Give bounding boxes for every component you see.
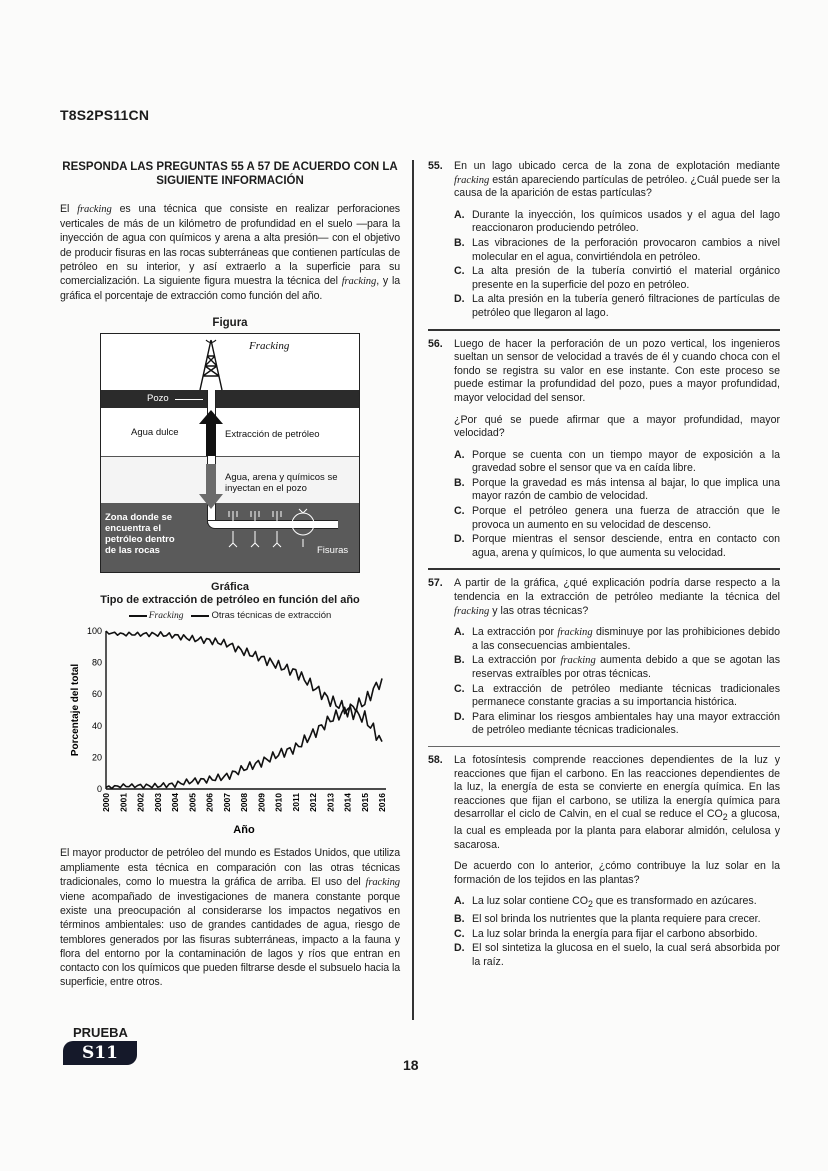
inyeccion-label: Agua, arena y químicos se inyectan en el pozo [225,472,338,495]
question-56: 56. Luego de hacer la perforación de un pozo vertical, los ingenieros sueltan un sensor de velocidad a través de él y cuando choca con el fondo se registra su valor en ese instante. Con este proceso se puede estimar la profundidad del pozo, pues a mayor profundidad, mayor velocidad del sensor. ¿Por qué se puede afirmar que a mayor profundidad, mayor velocidad? A. Porque se cuenta con un tiempo mayor de exposición a la gravedad sobre el sensor que va en caída libre. B. Porque la gravedad es más intensa al bajar, lo que implica una mayor razón de cambio de velocidad. C. Porque el petróleo genera una fuerza de atracción que le provoca un aumento en su velocidad de descenso. D. Porque mientras el sensor desciende, entra en contacto con agua, arena y químicos, lo que aumenta su velocidad. [428,337,780,559]
extraction-line-chart [60,623,400,838]
svg-text:2009: 2009 [256,793,267,813]
svg-text:2006: 2006 [204,793,215,813]
svg-text:2010: 2010 [273,793,284,813]
option-58-b[interactable]: B. El sol brinda los nutrientes que la planta requiere para crecer. [454,913,761,926]
svg-text:2008: 2008 [239,793,249,813]
svg-text:60: 60 [91,689,102,700]
separator [428,568,780,570]
svg-text:2007: 2007 [221,793,232,813]
option-56-c[interactable]: C. Porque el petróleo genera una fuerza de atracción que le provoca un aumento en su velocidad de descenso. [454,505,780,531]
legend-fracking: Fracking [148,611,184,622]
svg-text:2001: 2001 [118,793,129,813]
svg-text:40: 40 [91,721,102,732]
fracking-label: Fracking [249,340,290,353]
oil-derrick-icon [197,338,225,392]
figure-title: Figura [212,317,248,330]
graph-label: Gráfica [211,581,249,594]
svg-text:2016: 2016 [377,793,387,813]
right-column [428,160,780,971]
svg-text:Porcentaje del total: Porcentaje del total [70,664,81,757]
svg-text:2014: 2014 [342,793,353,813]
prueba-label: PRUEBA [73,1025,128,1040]
svg-text:2000: 2000 [101,793,111,813]
option-56-d[interactable]: D. Porque mientras el sensor desciende, entra en contacto con agua, arena y químicos, lo que aumenta su velocidad. [454,533,780,559]
svg-text:2013: 2013 [325,793,336,813]
section-heading: RESPONDA LAS PREGUNTAS 55 A 57 DE ACUERDO CON LA SIGUIENTE INFORMACIÓN [62,161,398,187]
extraccion-label: Extracción de petróleo [225,429,320,441]
question-58: 58. La fotosíntesis comprende reacciones dependientes de la luz y reacciones que fijan el carbono. En las reacciones dependientes de la luz, la energía de esta se convierte en energía química. En las reacciones que fijan el carbono, se utiliza la energía química para desarrollar el ciclo de Calvin, en el cual se reduce el $CO_2$ a glucosa, la cual es empleada por la planta para elaborar almidón, celulosa y sacarosa. De acuerdo con lo anterior, ¿cómo contribuye la luz solar en la formación de los tejidos en las plantas? A. La luz solar contiene $CO_2$ que es transformado en azúcares. B. El sol brinda los nutrientes que la planta requiere para crecer. C. La luz solar brinda la energía para fijar el carbono absorbido. D. El sol sintetiza la glucosa en el suelo, la cual será absorbida por la raíz. [428,753,780,968]
option-57-b[interactable]: B. La extracción por fracking aumenta debido a que se agotan las reservas extraíbles por otras técnicas. [454,654,780,680]
svg-text:0: 0 [96,784,102,795]
page-number: 18 [403,1057,419,1073]
svg-text:2012: 2012 [308,793,318,813]
graph-title: Tipo de extracción de petróleo en función del año [100,594,360,607]
graph-legend [60,610,400,621]
option-55-b[interactable]: B. Las vibraciones de la perforación provocaron cambios a nivel molecular en el agua, convirtiéndola en petróleo. [454,236,780,263]
fissures-icon [225,507,345,567]
question-57: 57. A partir de la gráfica, ¿qué explicación podría darse respecto a la tendencia en la extracción de petróleo mediante la técnica del fracking y las otras técnicas? A. La extracción por fracking disminuye por las prohibiciones debido a las consecuencias ambientales. B. La extracción por fracking aumenta debido a que se agotan las reservas extraíbles por otras técnicas. C. La extracción de petróleo mediante técnicas tradicionales permanece constante gracias a su importancia histórica. D. Para eliminar los riesgos ambientales hay una mayor extracción de petróleo mediante técnicas tradicionales. [428,577,780,737]
svg-text:20: 20 [91,752,102,763]
option-58-c[interactable]: C. La luz solar brinda la energía para fijar el carbono absorbido. [454,927,758,940]
option-55-c[interactable]: C. La alta presión de la tubería convirtió el material orgánico presente en la superficie del pozo en petróleo. [454,265,780,291]
svg-text:2015: 2015 [359,793,370,813]
svg-text:2003: 2003 [152,793,163,813]
option-56-a[interactable]: A. Porque se cuenta con un tiempo mayor de exposición a la gravedad sobre el sensor que va en caída libre. [454,448,780,475]
legend-otras: Otras técnicas de extracción [211,610,332,622]
up-arrow-icon [198,410,224,458]
svg-text:2005: 2005 [187,793,198,813]
question-55: 55. En un lago ubicado cerca de la zona de explotación mediante fracking están apareciendo partículas de petróleo. ¿Cuál puede ser la causa de la aparición de estas partículas? A. Durante la inyección, los químicos usados y el agua del lago reaccionaron produciendo petróleo. B. Las vibraciones de la perforación provocaron cambios a nivel molecular en el agua, convirtiéndola en petróleo. C. La alta presión de la tubería convirtió el material orgánico presente en la superficie del pozo en petróleo. D. La alta presión en la tubería generó filtraciones de partículas de petróleo que llegaron al lago. [428,160,780,319]
option-55-a[interactable]: A. Durante la inyección, los químicos usados y el agua del lago reaccionaron produciendo petróleo. [454,208,780,235]
s11-badge: S11 [63,1041,137,1065]
svg-text:80: 80 [91,658,102,669]
test-badge [63,1025,137,1065]
option-57-a[interactable]: A. La extracción por fracking disminuye por las prohibiciones debido a las consecuencias ambientales. [454,626,780,652]
fracking-figure [100,333,360,573]
svg-text:2002: 2002 [135,793,146,813]
separator [428,746,780,747]
pozo-label: Pozo [147,393,169,405]
fisuras-label: Fisuras [317,545,349,557]
intro-paragraph: El fracking es una técnica que consiste en realizar perforaciones verticales de más de un kilómetro de profundidad en el suelo —para la inyección de agua con químicos y arena a alta presión— con el objetivo de producir fisuras en las rocas subterráneas que contienen partículas de petróleo en su interior, y así extraerlo a la superficie para su comercialización. La siguiente figura muestra la técnica del fracking, y la gráfica el porcentaje de extracción como función del año. [60,203,400,303]
option-56-b[interactable]: B. Porque la gravedad es más intensa al bajar, lo que implica una mayor razón de cambio de velocidad. [454,476,780,503]
svg-text:Año: Año [233,824,255,837]
option-58-d[interactable]: D. El sol sintetiza la glucosa en el suelo, la cual será absorbida por la raíz. [454,942,780,968]
closing-paragraph: El mayor productor de petróleo del mundo es Estados Unidos, que utiliza ampliamente esta técnica en comparación con las otras técnicas tradicionales, como lo muestra la gráfica de arriba. El uso del fracking viene acompañado de investigaciones de manera constante porque existe una preocupación al considerarse los impactos negativos en términos ambientales: uso de grandes cantidades de agua, riesgo de temblores generados por las fisuras subterráneas, impacto a la fauna y flora del entorno por la contaminación de lagos y ríos que entran en contacto con los químicos que pueden filtrarse desde el subsuelo hacia la superficie, entre otros. [60,847,400,989]
svg-text:2004: 2004 [170,793,180,813]
exam-code: T8S2PS11CN [60,107,150,123]
option-55-d[interactable]: D. La alta presión en la tubería generó filtraciones de partículas de petróleo que llegaron al lago. [454,293,780,319]
separator [428,329,780,331]
column-divider [412,160,414,1020]
option-57-d[interactable]: D. Para eliminar los riesgos ambientales hay una mayor extracción de petróleo mediante técnicas tradicionales. [454,710,780,737]
agua-dulce-label: Agua dulce [131,427,179,439]
svg-text:100: 100 [86,626,102,637]
svg-text:2011: 2011 [290,793,301,812]
option-57-c[interactable]: C. La extracción de petróleo mediante técnicas tradicionales permanece constante gracias a su importancia histórica. [454,682,780,709]
down-arrow-icon [198,464,224,510]
option-58-a[interactable]: A. La luz solar contiene $CO_2$ que es transformado en azúcares. [454,895,757,910]
left-column [60,160,400,989]
zona-label: Zona donde se encuentra el petróleo dentro de las rocas [105,512,175,557]
